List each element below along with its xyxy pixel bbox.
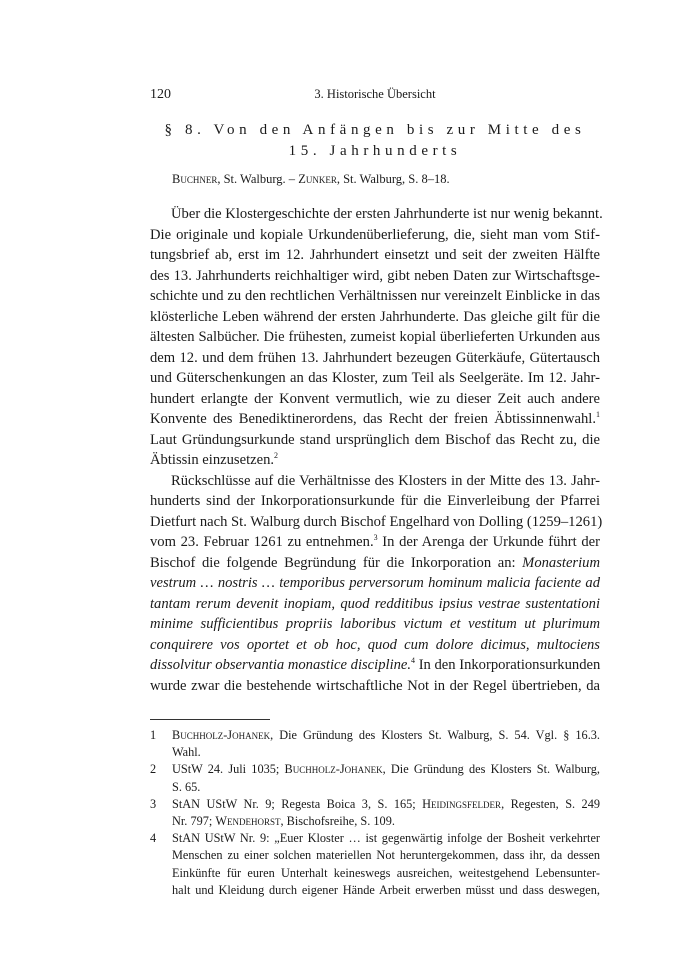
footnote-number: 1 — [150, 728, 157, 742]
line-text: Konvente des Benediktinerordens, das Recht der freien Äbtissinnenwahl. — [150, 411, 596, 427]
footnote-author: Wendehorst — [215, 813, 281, 828]
paragraph-1-line — [150, 450, 600, 471]
footnote-1 — [150, 727, 600, 761]
footnote-text: StAN UStW Nr. 9; Regesta Boica 3, S. 165; — [172, 796, 423, 811]
paragraph-1-line: schichte und zu den rechtlichen Verhältnissen nur vereinzelt Einblicke in das — [150, 288, 600, 304]
paragraph-1-line — [150, 409, 600, 430]
literature-work-1: , St. Walburg. – — [217, 172, 299, 186]
footnote-text: , Die Gründung des Klosters St. Walburg, — [382, 762, 601, 777]
footnote-author: Buchholz-Johanek — [284, 762, 383, 777]
footnote-number: 4 — [150, 831, 157, 846]
latin-quote: tantam rerum devenit inopiam, quod redditibus ipsius vestrae sustentationi — [150, 595, 600, 612]
footnote-text: , Die Gründung des Klosters St. Walburg, S. 54. Vgl. § 16.3. — [270, 728, 600, 742]
footnote-2 — [150, 761, 600, 795]
literature-work-2: , St. Walburg, S. 8–18. — [336, 172, 450, 186]
footnote-ref-4: 4 — [411, 656, 416, 666]
footnote-number: 2 — [150, 762, 157, 777]
paragraph-2-line — [150, 655, 600, 676]
footnote-ref-1: 1 — [596, 410, 600, 420]
footnote-ref-2: 2 — [274, 451, 279, 461]
latin-quote: Monasterium — [522, 554, 600, 571]
latin-quote: conquirere vos oportet et ob hoc, quod cum dolore dicimus, multociens — [150, 636, 600, 653]
body-text — [150, 204, 603, 696]
line-text: In den Inkorporationsurkunden — [415, 657, 601, 673]
paragraph-1-line: tungsbrief ab, erst im 12. Jahrhundert einsetzt und seit der zweiten Hälfte — [150, 247, 600, 263]
footnote-number: 3 — [150, 796, 157, 811]
paragraph-2-line — [150, 573, 600, 594]
paragraph-1-line: Über die Klostergeschichte der ersten Jahrhunderte ist nur wenig bekannt. — [171, 206, 603, 222]
footnote-4 — [150, 830, 600, 899]
literature-reference — [172, 172, 450, 187]
paragraph-2-line: Dietfurt nach St. Walburg durch Bischof Engelhard von Dolling (1259–1261) — [150, 513, 603, 530]
latin-quote: dissolvitur observantia monastice discipline. — [150, 657, 412, 673]
line-text: In der Arenga der Urkunde führt der — [377, 534, 600, 550]
footnote-line — [172, 761, 600, 778]
paragraph-1-line: ältesten Salbücher. Die frühesten, zumeist kopial überlieferten Urkunden aus — [150, 329, 600, 345]
literature-author-2: Zunker — [298, 172, 337, 186]
footnote-line: Menschen zu einer solchen materiellen Not heruntergekommen, dass ihr, da dessen — [172, 848, 600, 863]
paragraph-1-line: klösterliche Leben während der ersten Jahrhunderte. Das gleiche gilt für die — [150, 308, 600, 325]
footnote-3 — [150, 796, 600, 830]
footnote-line — [172, 727, 600, 744]
footnote-text: UStW 24. Juli 1035; — [172, 762, 285, 777]
line-text: Äbtissin einzusetzen. — [150, 452, 275, 468]
footnote-text: , Regesten, S. 249 — [501, 796, 601, 811]
paragraph-1-line: und Güterschenkungen an das Kloster, zum Teil als Seelgeräte. Im 12. Jahr- — [150, 370, 600, 386]
paragraph-2-line: hunderts sind der Inkorporationsurkunde für die Einverleibung der Pfarrei — [150, 493, 600, 509]
paragraph-2-line: Rückschlüsse auf die Verhältnisse des Klosters in der Mitte des 13. Jahr- — [171, 472, 600, 489]
footnote-text: , Bischofsreihe, S. 109. — [280, 813, 395, 828]
latin-quote: vestrum … nostris … temporibus perversorum hominum malicia faciente ad — [150, 575, 600, 591]
running-head: 3. Historische Übersicht — [314, 87, 436, 101]
paragraph-2-line: wurde zwar die bestehende wirtschaftliche Not in der Regel übertrieben, da — [150, 677, 600, 694]
footnote-ref-3: 3 — [373, 533, 378, 543]
paragraph-2-line — [150, 553, 600, 574]
paragraph-2-line — [150, 614, 600, 635]
footnote-line: StAN UStW Nr. 9: „Euer Kloster … ist gegenwärtig infolge der Bosheit verkehrter — [172, 831, 600, 846]
paragraph-1-line: des 13. Jahrhunderts reichhaltiger wird, gibt neben Daten zur Wirtschaftsge- — [150, 267, 600, 284]
footnote-divider — [150, 719, 270, 720]
paragraph-1-line: Laut Gründungsurkunde stand ursprünglich dem Bischof das Recht zu, die — [150, 431, 600, 448]
paragraph-2-line — [150, 635, 600, 656]
section-title-line-1: § 8. Von den Anfängen bis zur Mitte des — [164, 122, 586, 138]
line-text: vom 23. Februar 1261 zu entnehmen. — [150, 534, 374, 550]
section-title — [150, 120, 600, 162]
paragraph-1-line: Die originale und kopiale Urkundenüberlieferung, die, sieht man vom Stif- — [150, 226, 600, 243]
footnote-line: Einkünfte für euren Unterhalt keineswegs ausreichen, weitestgehend Lebensunter- — [172, 865, 600, 880]
line-text: Bischof die folgende Begründung für die Inkorporation an: — [150, 554, 523, 571]
literature-author-1: Buchner — [172, 172, 218, 186]
footnote-line: S. 65. — [172, 779, 201, 794]
paragraph-1-line: dem 12. und dem frühen 13. Jahrhundert bezeugen Güterkäufe, Gütertausch — [150, 349, 600, 366]
section-title-line-2: 15. Jahrhunderts — [288, 143, 462, 159]
footnote-line — [172, 813, 600, 830]
footnote-line — [172, 796, 600, 813]
footnote-text: Nr. 797; — [172, 813, 216, 828]
paragraph-2-line — [150, 594, 600, 615]
latin-quote: minime sufficientibus propriis laboribus victum et vestitum ut plurimum — [150, 616, 600, 632]
footnote-line: halt und Kleidung durch eigener Hände Arbeit erwerben müsst und dass deswegen, — [172, 882, 600, 897]
footnote-author: Buchholz-Johanek — [172, 728, 271, 742]
paragraph-1-line: hundert erlangte der Konvent vermutlich, wie zu dieser Zeit auch andere — [150, 390, 600, 407]
footnote-author: Heidingsfelder — [422, 796, 502, 811]
footnote-line: Wahl. — [172, 745, 201, 760]
paragraph-2-line — [150, 532, 600, 553]
footnotes — [150, 727, 600, 899]
page-number: 120 — [150, 87, 171, 102]
